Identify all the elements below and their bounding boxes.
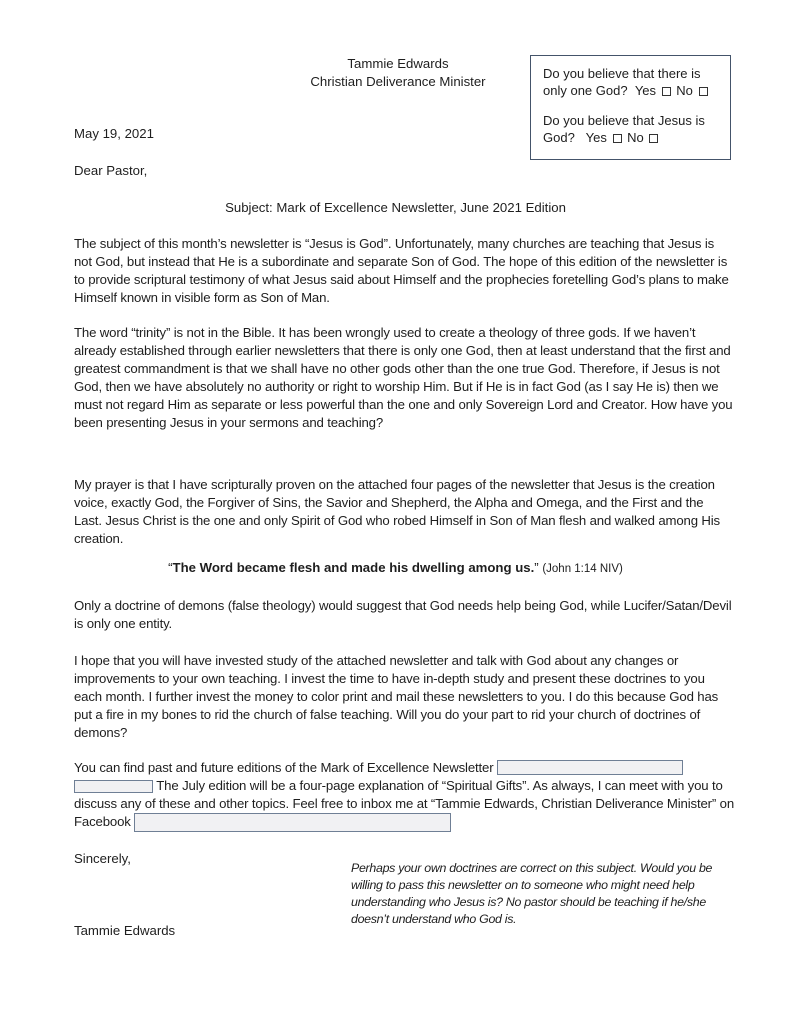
redacted-box (134, 813, 451, 832)
yes-label: Yes (585, 130, 607, 145)
question-text: Do you believe that Jesus is God? (543, 113, 705, 145)
questionnaire-box (530, 55, 731, 160)
contact-text-part2: The July edition will be a four-page explanation of “Spiritual Gifts”. As always, I can meet with you to discuss any of these and other topics. Feel free to inbox me at “Tammie Edwards, Christian Deliverance Minister” on Facebook (74, 778, 735, 829)
paragraph-trinity: The word “trinity” is not in the Bible. It has been wrongly used to create a theology of three gods. If we haven’t already established through earlier newsletters that there is only one God, then at least understand that the first and greatest commandment is that we shall have no other gods other than the one true God. Therefore, if Jesus is not God, then we have absolutely no authority or right to worship Him. But if He is in fact God (as I say He is) then we must not regard Him as separate or less powerful than the one and only Sovereign Lord and Creator. How have you been presenting Jesus in your sermons and teaching? (74, 325, 733, 430)
no-label: No (676, 83, 693, 98)
no-checkbox[interactable] (699, 87, 708, 96)
paragraph-doctrine: Only a doctrine of demons (false theology) would suggest that God needs help being God, while Lucifer/Satan/Devil is only one entity. (74, 598, 732, 631)
yes-checkbox[interactable] (613, 134, 622, 143)
paragraph-intro: The subject of this month’s newsletter is “Jesus is God”. Unfortunately, many churches are teaching that Jesus is not God, but instead that He is a subordinate and separate Son of God. The hope of this edition of the newsletter is to provide scriptural testimony of what Jesus said about Himself and the prophecies foretelling God’s plans to make Himself known in visible form as Son of Man. (74, 236, 729, 305)
redacted-box (74, 780, 153, 793)
quote-open: “ (168, 560, 173, 575)
quote-close: ” (534, 560, 543, 575)
subject-line: Subject: Mark of Excellence Newsletter, June 2021 Edition (225, 200, 566, 215)
paragraph-hope: I hope that you will have invested study of the attached newsletter and talk with God about any changes or improvements to your own teaching. I invest the time to have in-depth study and present these doctrines to you each month. I further invest the money to color print and mail these newsletters to you. I do this because God has put a fire in my bones to rid the church of false teaching. Will you do your part to rid your church of doctrines of demons? (74, 653, 719, 740)
scripture-quote (0, 560, 791, 575)
no-label: No (627, 130, 644, 145)
letterhead (250, 55, 546, 91)
letterhead-title: Christian Deliverance Minister (310, 74, 486, 89)
question-one-god (543, 65, 720, 99)
yes-checkbox[interactable] (662, 87, 671, 96)
letterhead-name: Tammie Edwards (347, 56, 449, 71)
letter-date: May 19, 2021 (74, 126, 154, 141)
question-text: Do you believe that there is only one God? (543, 66, 701, 98)
paragraph-prayer: My prayer is that I have scripturally proven on the attached four pages of the newsletter that Jesus is the creation voice, exactly God, the Forgiver of Sins, the Savior and Shepherd, the Alpha and Omega, and the First and the Last. Jesus Christ is the one and only Spirit of God who robed Himself in Son of Man flesh and walked among His creation. (74, 477, 720, 546)
redacted-box (497, 760, 683, 775)
no-checkbox[interactable] (649, 134, 658, 143)
signature-name: Tammie Edwards (74, 923, 176, 938)
question-jesus-god (543, 112, 720, 146)
closing: Sincerely, (74, 851, 131, 866)
greeting: Dear Pastor, (74, 163, 148, 178)
italic-note: Perhaps your own doctrines are correct on this subject. Would you be willing to pass this newsletter on to someone who might need help understanding who Jesus is? No pastor should be teaching if he/she doesn’t understand who God is. (351, 861, 713, 926)
contact-text-part1: You can find past and future editions of the Mark of Excellence Newsletter (74, 760, 497, 775)
yes-label: Yes (634, 83, 657, 98)
paragraph-contact (74, 759, 734, 832)
quote-text: The Word became flesh and made his dwelling among us. (172, 560, 535, 575)
quote-reference: (John 1:14 NIV) (542, 563, 623, 575)
